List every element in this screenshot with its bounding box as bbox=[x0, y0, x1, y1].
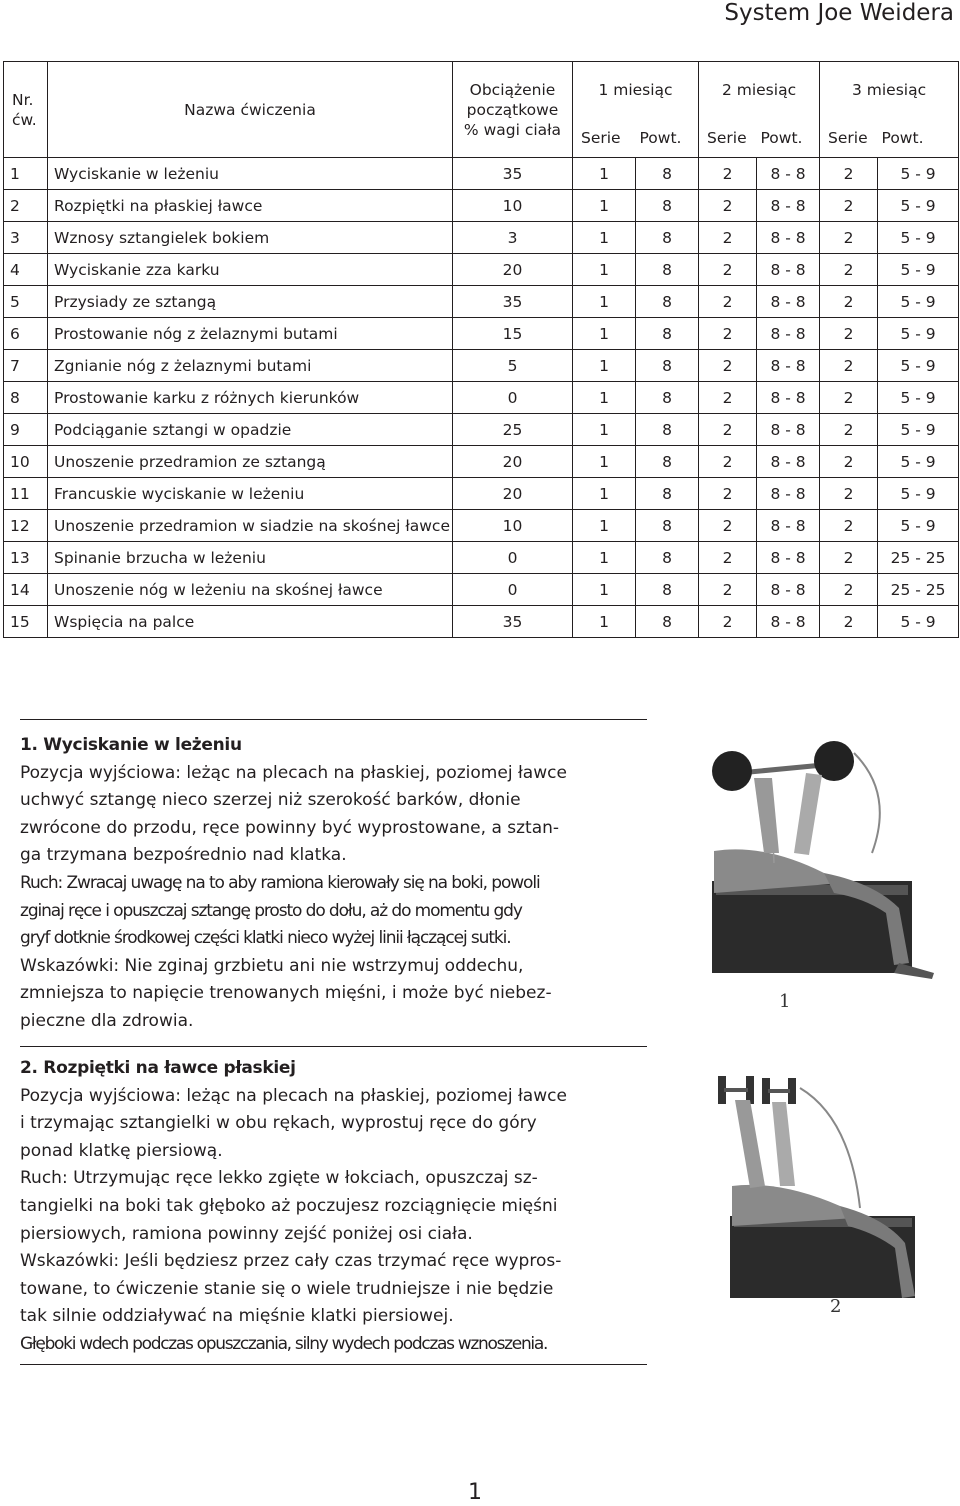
header-serie: Serie bbox=[699, 118, 757, 158]
cell-m1-powt: 8 bbox=[636, 350, 699, 382]
cell-name: Spinanie brzucha w leżeniu bbox=[48, 542, 453, 574]
cell-m3-powt: 5 - 9 bbox=[878, 190, 959, 222]
cell-m2-serie: 2 bbox=[699, 510, 757, 542]
cell-m3-powt: 5 - 9 bbox=[878, 510, 959, 542]
exercise-1-line: uchwyć sztangę nieco szerzej niż szerokość barków, dłonie bbox=[20, 790, 521, 811]
cell-m2-serie: 2 bbox=[699, 318, 757, 350]
cell-m2-powt: 8 - 8 bbox=[757, 542, 820, 574]
cell-nr: 14 bbox=[4, 574, 48, 606]
cell-m2-powt: 8 - 8 bbox=[757, 574, 820, 606]
cell-name: Unoszenie przedramion w siadzie na skośnej ławce bbox=[48, 510, 453, 542]
cell-m2-serie: 2 bbox=[699, 158, 757, 190]
exercise-2-line: piersiowych, ramiona powinny zejść poniżej osi ciała. bbox=[20, 1223, 473, 1244]
cell-m3-powt: 5 - 9 bbox=[878, 446, 959, 478]
cell-nr: 8 bbox=[4, 382, 48, 414]
exercise-1-line: Pozycja wyjściowa: leżąc na plecach na płaskiej, poziomej ławce bbox=[20, 762, 567, 783]
cell-m1-serie: 1 bbox=[573, 414, 636, 446]
table-row bbox=[4, 286, 959, 318]
cell-m2-powt: 8 - 8 bbox=[757, 606, 820, 638]
exercise-1-line: zwrócone do przodu, ręce powinny być wyprostowane, a sztan- bbox=[20, 817, 560, 838]
exercise-2-line: i trzymając sztangielki w obu rękach, wyprostuj ręce do góry bbox=[20, 1113, 537, 1134]
page-header-title: System Joe Weidera bbox=[724, 0, 954, 26]
cell-name: Prostowanie karku z różnych kierunków bbox=[48, 382, 453, 414]
cell-m3-powt: 5 - 9 bbox=[878, 606, 959, 638]
cell-m1-powt: 8 bbox=[636, 318, 699, 350]
cell-m3-serie: 2 bbox=[820, 254, 878, 286]
cell-m3-powt: 5 - 9 bbox=[878, 350, 959, 382]
cell-m1-powt: 8 bbox=[636, 574, 699, 606]
header-month-1: 1 miesiąc bbox=[573, 62, 699, 119]
cell-load: 20 bbox=[453, 478, 573, 510]
exercise-2-line: Ruch: Utrzymując ręce lekko zgięte w łokciach, opuszczaj sz- bbox=[20, 1168, 538, 1189]
cell-nr: 13 bbox=[4, 542, 48, 574]
header-powt: Powt. bbox=[878, 118, 959, 158]
cell-m1-serie: 1 bbox=[573, 382, 636, 414]
cell-m2-powt: 8 - 8 bbox=[757, 222, 820, 254]
cell-m1-serie: 1 bbox=[573, 478, 636, 510]
cell-m2-serie: 2 bbox=[699, 350, 757, 382]
cell-name: Prostowanie nóg z żelaznymi butami bbox=[48, 318, 453, 350]
section-divider bbox=[20, 1364, 647, 1365]
exercise-section-1 bbox=[20, 732, 650, 1036]
header-powt: Powt. bbox=[757, 118, 820, 158]
header-month-2: 2 miesiąc bbox=[699, 62, 820, 119]
exercise-1-ruch-line: gryf dotknie środkowej części klatki nieco wyżej linii łączącej sutki. bbox=[20, 928, 511, 949]
cell-m3-serie: 2 bbox=[820, 318, 878, 350]
exercise-1-ruch-line: zginaj ręce i opuszczaj sztangę prosto do dołu, aż do momentu gdy bbox=[20, 900, 522, 921]
cell-nr: 11 bbox=[4, 478, 48, 510]
header-powt: Powt. bbox=[636, 118, 699, 158]
cell-m2-serie: 2 bbox=[699, 542, 757, 574]
cell-load: 35 bbox=[453, 158, 573, 190]
cell-m3-serie: 2 bbox=[820, 222, 878, 254]
cell-m2-powt: 8 - 8 bbox=[757, 254, 820, 286]
cell-nr: 7 bbox=[4, 350, 48, 382]
cell-m2-serie: 2 bbox=[699, 414, 757, 446]
cell-name: Przysiady ze sztangą bbox=[48, 286, 453, 318]
cell-m2-powt: 8 - 8 bbox=[757, 286, 820, 318]
cell-m3-powt: 5 - 9 bbox=[878, 414, 959, 446]
header-load: Obciążenie początkowe % wagi ciała bbox=[453, 62, 573, 158]
cell-m1-serie: 1 bbox=[573, 350, 636, 382]
table-row bbox=[4, 382, 959, 414]
cell-m1-powt: 8 bbox=[636, 446, 699, 478]
cell-m2-serie: 2 bbox=[699, 446, 757, 478]
cell-load: 0 bbox=[453, 574, 573, 606]
cell-m2-powt: 8 - 8 bbox=[757, 158, 820, 190]
cell-m2-serie: 2 bbox=[699, 222, 757, 254]
training-plan-table bbox=[3, 61, 959, 638]
cell-name: Wyciskanie zza karku bbox=[48, 254, 453, 286]
cell-load: 20 bbox=[453, 254, 573, 286]
cell-load: 25 bbox=[453, 414, 573, 446]
table-row bbox=[4, 478, 959, 510]
cell-m1-powt: 8 bbox=[636, 478, 699, 510]
cell-m3-serie: 2 bbox=[820, 542, 878, 574]
cell-nr: 15 bbox=[4, 606, 48, 638]
cell-m2-serie: 2 bbox=[699, 254, 757, 286]
exercise-1-ruch-line: Ruch: Zwracaj uwagę na to aby ramiona kierowały się na boki, powoli bbox=[20, 872, 540, 893]
cell-m3-serie: 2 bbox=[820, 606, 878, 638]
cell-m1-powt: 8 bbox=[636, 222, 699, 254]
exercise-section-2 bbox=[20, 1055, 650, 1359]
exercise-1-wsk-line: zmniejsza to napięcie trenowanych mięśni, i może być niebez- bbox=[20, 983, 552, 1004]
cell-m1-serie: 1 bbox=[573, 574, 636, 606]
cell-m3-serie: 2 bbox=[820, 478, 878, 510]
exercise-2-line: tak silnie oddziaływać na mięśnie klatki piersiowej. bbox=[20, 1306, 454, 1327]
header-nr: Nr. ćw. bbox=[4, 62, 48, 158]
cell-m1-serie: 1 bbox=[573, 318, 636, 350]
exercise-2-last-line: Głęboki wdech podczas opuszczania, silny wydech podczas wznoszenia. bbox=[20, 1333, 548, 1354]
table-row bbox=[4, 254, 959, 286]
cell-m1-serie: 1 bbox=[573, 446, 636, 478]
cell-load: 35 bbox=[453, 286, 573, 318]
cell-m2-powt: 8 - 8 bbox=[757, 510, 820, 542]
cell-nr: 6 bbox=[4, 318, 48, 350]
cell-m2-serie: 2 bbox=[699, 286, 757, 318]
cell-m3-powt: 5 - 9 bbox=[878, 254, 959, 286]
page-number: 1 bbox=[468, 1480, 482, 1505]
cell-m1-powt: 8 bbox=[636, 286, 699, 318]
table-row bbox=[4, 510, 959, 542]
training-plan-rows bbox=[4, 158, 959, 638]
cell-m3-powt: 25 - 25 bbox=[878, 542, 959, 574]
cell-name: Unoszenie nóg w leżeniu na skośnej ławce bbox=[48, 574, 453, 606]
cell-m1-powt: 8 bbox=[636, 254, 699, 286]
cell-load: 0 bbox=[453, 382, 573, 414]
cell-m3-serie: 2 bbox=[820, 446, 878, 478]
table-row bbox=[4, 414, 959, 446]
cell-name: Wspięcia na palce bbox=[48, 606, 453, 638]
left-arm bbox=[754, 778, 779, 853]
table-row bbox=[4, 190, 959, 222]
cell-load: 35 bbox=[453, 606, 573, 638]
cell-m1-serie: 1 bbox=[573, 510, 636, 542]
cell-m1-powt: 8 bbox=[636, 158, 699, 190]
cell-m3-serie: 2 bbox=[820, 158, 878, 190]
cell-load: 15 bbox=[453, 318, 573, 350]
cell-m3-serie: 2 bbox=[820, 286, 878, 318]
cell-m3-serie: 2 bbox=[820, 350, 878, 382]
cell-nr: 5 bbox=[4, 286, 48, 318]
left-arm bbox=[735, 1100, 765, 1188]
right-arm bbox=[794, 773, 822, 855]
header-name: Nazwa ćwiczenia bbox=[48, 62, 453, 158]
cell-m1-powt: 8 bbox=[636, 542, 699, 574]
cell-nr: 10 bbox=[4, 446, 48, 478]
right-arm bbox=[772, 1102, 795, 1186]
cell-m1-powt: 8 bbox=[636, 382, 699, 414]
cell-m1-powt: 8 bbox=[636, 606, 699, 638]
table-row bbox=[4, 542, 959, 574]
section-divider bbox=[20, 1046, 647, 1047]
cell-nr: 4 bbox=[4, 254, 48, 286]
cell-m1-powt: 8 bbox=[636, 414, 699, 446]
exercise-1-wsk-line: Wskazówki: Nie zginaj grzbietu ani nie wstrzymuj oddechu, bbox=[20, 955, 524, 976]
cell-m2-serie: 2 bbox=[699, 574, 757, 606]
cell-name: Zgnianie nóg z żelaznymi butami bbox=[48, 350, 453, 382]
cell-m3-serie: 2 bbox=[820, 190, 878, 222]
cell-m2-powt: 8 - 8 bbox=[757, 382, 820, 414]
cell-nr: 2 bbox=[4, 190, 48, 222]
cell-m2-serie: 2 bbox=[699, 190, 757, 222]
cell-m3-powt: 5 - 9 bbox=[878, 318, 959, 350]
cell-load: 5 bbox=[453, 350, 573, 382]
cell-name: Wyciskanie w leżeniu bbox=[48, 158, 453, 190]
cell-m3-powt: 5 - 9 bbox=[878, 382, 959, 414]
cell-m3-serie: 2 bbox=[820, 414, 878, 446]
cell-m1-powt: 8 bbox=[636, 510, 699, 542]
cell-m2-serie: 2 bbox=[699, 382, 757, 414]
cell-m3-serie: 2 bbox=[820, 382, 878, 414]
header-serie: Serie bbox=[573, 118, 636, 158]
cell-load: 10 bbox=[453, 510, 573, 542]
cell-m1-powt: 8 bbox=[636, 190, 699, 222]
cell-m3-serie: 2 bbox=[820, 574, 878, 606]
cell-name: Wznosy sztangielek bokiem bbox=[48, 222, 453, 254]
bench-press-illustration bbox=[694, 733, 956, 1023]
section-divider bbox=[20, 719, 647, 720]
cell-m3-serie: 2 bbox=[820, 510, 878, 542]
cell-m1-serie: 1 bbox=[573, 542, 636, 574]
cell-m3-powt: 5 - 9 bbox=[878, 478, 959, 510]
cell-m2-serie: 2 bbox=[699, 606, 757, 638]
cell-m1-serie: 1 bbox=[573, 606, 636, 638]
cell-nr: 12 bbox=[4, 510, 48, 542]
cell-m3-powt: 5 - 9 bbox=[878, 222, 959, 254]
table-row bbox=[4, 222, 959, 254]
table-row bbox=[4, 446, 959, 478]
cell-load: 3 bbox=[453, 222, 573, 254]
table-row bbox=[4, 574, 959, 606]
figure-2-label: 2 bbox=[830, 1296, 842, 1317]
table-row bbox=[4, 350, 959, 382]
exercise-2-line: ponad klatkę piersiową. bbox=[20, 1140, 223, 1161]
cell-m1-serie: 1 bbox=[573, 190, 636, 222]
table-row bbox=[4, 318, 959, 350]
cell-name: Francuskie wyciskanie w leżeniu bbox=[48, 478, 453, 510]
table-row bbox=[4, 606, 959, 638]
barbell-plate-left bbox=[712, 751, 752, 791]
cell-m2-powt: 8 - 8 bbox=[757, 414, 820, 446]
cell-m1-serie: 1 bbox=[573, 286, 636, 318]
table-row bbox=[4, 158, 959, 190]
header-month-3: 3 miesiąc bbox=[820, 62, 959, 119]
cell-load: 0 bbox=[453, 542, 573, 574]
cell-m2-powt: 8 - 8 bbox=[757, 446, 820, 478]
exercise-2-line: Pozycja wyjściowa: leżąc na plecach na płaskiej, poziomej ławce bbox=[20, 1085, 567, 1106]
exercise-2-title: 2. Rozpiętki na ławce płaskiej bbox=[20, 1058, 296, 1078]
cell-m3-powt: 5 - 9 bbox=[878, 286, 959, 318]
exercise-2-line: Wskazówki: Jeśli będziesz przez cały czas trzymać ręce wypros- bbox=[20, 1251, 562, 1272]
cell-m3-powt: 5 - 9 bbox=[878, 158, 959, 190]
cell-m2-powt: 8 - 8 bbox=[757, 190, 820, 222]
cell-name: Rozpiętki na płaskiej ławce bbox=[48, 190, 453, 222]
cell-m2-powt: 8 - 8 bbox=[757, 318, 820, 350]
cell-nr: 9 bbox=[4, 414, 48, 446]
exercise-1-wsk-line: pieczne dla zdrowia. bbox=[20, 1010, 194, 1031]
exercise-1-line: ga trzymana bezpośrednio nad klatka. bbox=[20, 845, 347, 866]
cell-load: 10 bbox=[453, 190, 573, 222]
exercise-1-title: 1. Wyciskanie w leżeniu bbox=[20, 735, 242, 755]
cell-name: Podciąganie sztangi w opadzie bbox=[48, 414, 453, 446]
cell-nr: 3 bbox=[4, 222, 48, 254]
cell-m2-powt: 8 - 8 bbox=[757, 478, 820, 510]
cell-m2-powt: 8 - 8 bbox=[757, 350, 820, 382]
dumbbell-fly-illustration bbox=[710, 1068, 950, 1320]
exercise-2-line: towane, to ćwiczenie stanie się o wiele trudniejsze i nie będzie bbox=[20, 1278, 554, 1299]
figure-1-label: 1 bbox=[779, 991, 791, 1012]
cell-m1-serie: 1 bbox=[573, 254, 636, 286]
cell-nr: 1 bbox=[4, 158, 48, 190]
cell-m1-serie: 1 bbox=[573, 222, 636, 254]
header-serie: Serie bbox=[820, 118, 878, 158]
cell-m2-serie: 2 bbox=[699, 478, 757, 510]
exercise-2-line: tangielki na boki tak głęboko aż poczujesz rozciągnięcie mięśni bbox=[20, 1195, 558, 1216]
cell-m1-serie: 1 bbox=[573, 158, 636, 190]
cell-name: Unoszenie przedramion ze sztangą bbox=[48, 446, 453, 478]
cell-m3-powt: 25 - 25 bbox=[878, 574, 959, 606]
cell-load: 20 bbox=[453, 446, 573, 478]
